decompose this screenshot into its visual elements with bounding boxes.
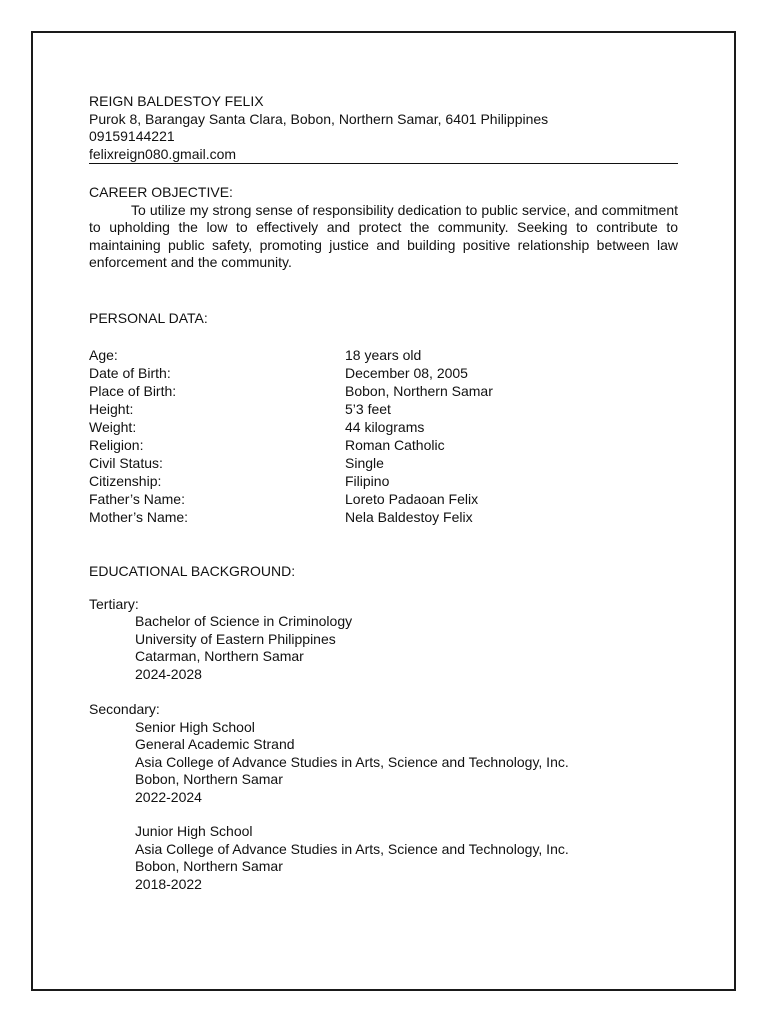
- senior-high-strand: General Academic Strand: [135, 736, 295, 752]
- tertiary-label: Tertiary:: [89, 595, 139, 612]
- personal-row-weight: [89, 418, 493, 436]
- applicant-name: REIGN BALDESTOY FELIX: [89, 93, 264, 109]
- senior-high-entry: [135, 719, 678, 807]
- personal-label: Citizenship:: [89, 473, 162, 489]
- senior-high-level: Senior High School: [135, 718, 255, 735]
- junior-high-location: Bobon, Northern Samar: [135, 858, 283, 874]
- career-objective-text: To utilize my strong sense of responsibility dedication to public service, and commitment to upholding the low to effectively and protect the community. Seeking to contribute to maintaining public safety, promoting justice and building positive relationship between law enforcement and the community.: [89, 201, 678, 270]
- personal-label: Mother’s Name:: [89, 509, 189, 525]
- contact-header: [89, 93, 678, 164]
- personal-value: Roman Catholic: [345, 437, 445, 453]
- personal-label: Religion:: [89, 437, 144, 453]
- senior-high-school: Asia College of Advance Studies in Arts, Science and Technology, Inc.: [135, 753, 569, 770]
- personal-value: Bobon, Northern Samar: [345, 383, 493, 399]
- tertiary-entry: [135, 613, 678, 683]
- personal-label: Father’s Name:: [89, 491, 185, 507]
- personal-label: Date of Birth:: [89, 365, 171, 381]
- personal-label: Civil Status:: [89, 455, 163, 471]
- junior-high-level: Junior High School: [135, 823, 253, 839]
- personal-value: Loreto Padaoan Felix: [345, 491, 479, 507]
- senior-high-years: 2022-2024: [135, 788, 202, 805]
- email-address: felixreign080.gmail.com: [89, 145, 237, 162]
- personal-value: Single: [345, 455, 384, 471]
- junior-high-entry: [135, 823, 678, 893]
- personal-row-place-of-birth: [89, 382, 493, 400]
- personal-value: 44 kilograms: [345, 419, 425, 435]
- personal-value: Filipino: [345, 473, 390, 489]
- personal-label: Weight:: [89, 419, 137, 435]
- tertiary-school: University of Eastern Philippines: [135, 630, 336, 647]
- personal-row-civil-status: [89, 454, 493, 472]
- personal-data-heading: PERSONAL DATA:: [89, 309, 208, 326]
- personal-row-religion: [89, 436, 493, 454]
- personal-label: Place of Birth:: [89, 383, 177, 399]
- junior-high-school: Asia College of Advance Studies in Arts, Science and Technology, Inc.: [135, 840, 569, 857]
- personal-row-date-of-birth: [89, 364, 493, 382]
- personal-value: 5’3 feet: [345, 401, 391, 417]
- personal-value: Nela Baldestoy Felix: [345, 509, 473, 525]
- personal-data-table: [89, 346, 493, 526]
- educational-background-heading: EDUCATIONAL BACKGROUND:: [89, 563, 296, 579]
- tertiary-degree: Bachelor of Science in Criminology: [135, 613, 353, 629]
- tertiary-location: Catarman, Northern Samar: [135, 648, 304, 664]
- personal-value: December 08, 2005: [345, 365, 468, 381]
- personal-row-fathers-name: [89, 490, 493, 508]
- personal-value: 18 years old: [345, 347, 422, 363]
- resume-content: [89, 93, 678, 893]
- personal-row-citizenship: [89, 472, 493, 490]
- personal-row-age: [89, 346, 493, 364]
- address: Purok 8, Barangay Santa Clara, Bobon, Northern Samar, 6401 Philippines: [89, 110, 549, 127]
- phone-number: 09159144221: [89, 128, 175, 144]
- personal-label: Height:: [89, 401, 134, 417]
- personal-row-height: [89, 400, 493, 418]
- secondary-label: Secondary:: [89, 701, 160, 717]
- personal-row-mothers-name: [89, 508, 493, 526]
- senior-high-location: Bobon, Northern Samar: [135, 771, 283, 787]
- personal-label: Age:: [89, 347, 118, 363]
- junior-high-years: 2018-2022: [135, 875, 202, 892]
- career-objective-heading: CAREER OBJECTIVE:: [89, 184, 233, 200]
- tertiary-years: 2024-2028: [135, 665, 202, 682]
